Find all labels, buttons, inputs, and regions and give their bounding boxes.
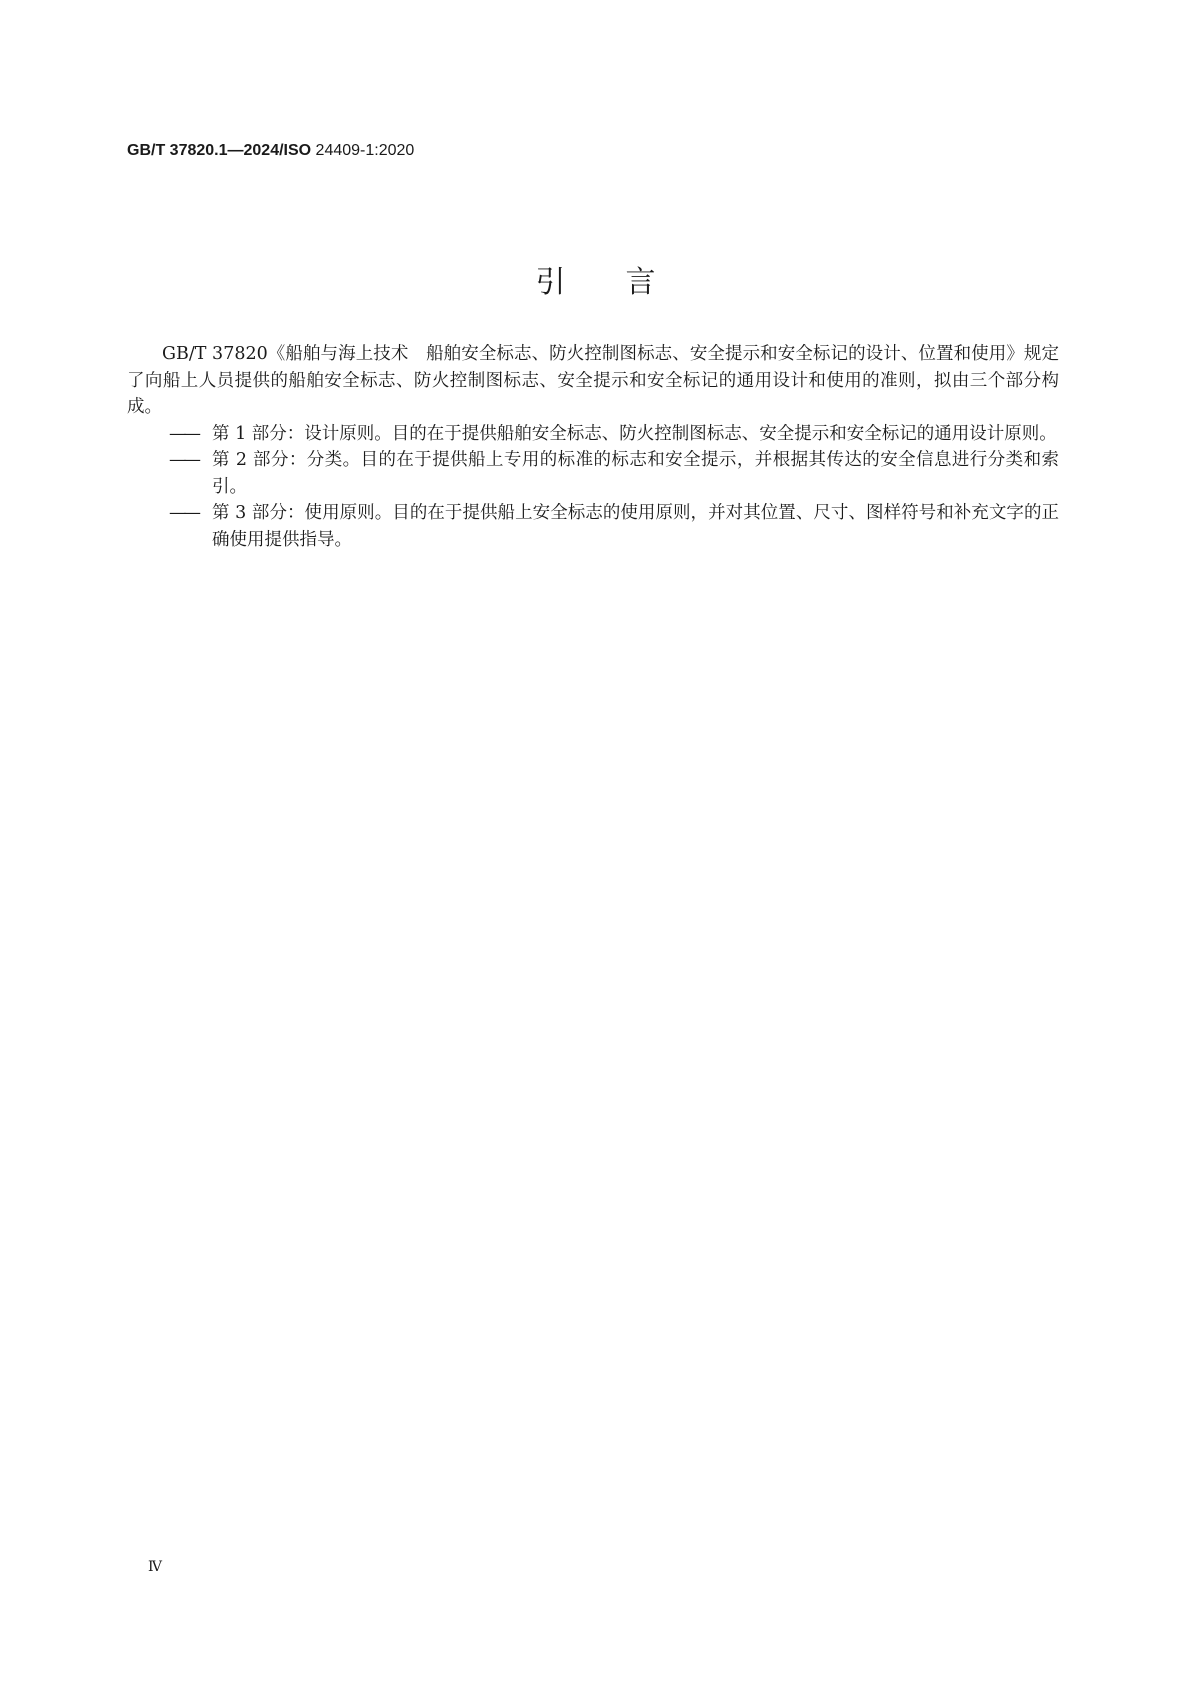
list-dash: ——	[169, 423, 198, 444]
section-title: 引言	[535, 265, 716, 301]
page-number: Ⅳ	[148, 1559, 162, 1575]
list-item	[127, 447, 1059, 500]
page-header	[127, 141, 414, 161]
list-item-text: 第 1 部分：设计原则。目的在于提供船舶安全标志、防火控制图标志、安全提示和安全标记的通用设计原则。	[212, 423, 1057, 444]
list-item	[127, 421, 1059, 448]
list-item	[127, 500, 1059, 553]
standard-number: GB/T 37820.1—2024/ISO	[127, 142, 312, 159]
body-content	[127, 341, 1059, 553]
list-item-text: 第 3 部分：使用原则。目的在于提供船上安全标志的使用原则，并对其位置、尺寸、图样符号和补充文字的正确使用提供指导。	[212, 503, 1059, 550]
intro-paragraph: GB/T 37820《船舶与海上技术 船舶安全标志、防火控制图标志、安全提示和安全标记的设计、位置和使用》规定了向船上人员提供的船舶安全标志、防火控制图标志、安全提示和安全标记的通用设计和使用的准则，拟由三个部分构成。	[127, 344, 1059, 417]
list-dash: ——	[169, 503, 198, 523]
list-item-text: 第 2 部分：分类。目的在于提供船上专用的标准的标志和安全提示，并根据其传达的安全信息进行分类和索引。	[212, 450, 1059, 497]
iso-number: 24409-1:2020	[311, 142, 415, 159]
list-dash: ——	[169, 450, 198, 470]
